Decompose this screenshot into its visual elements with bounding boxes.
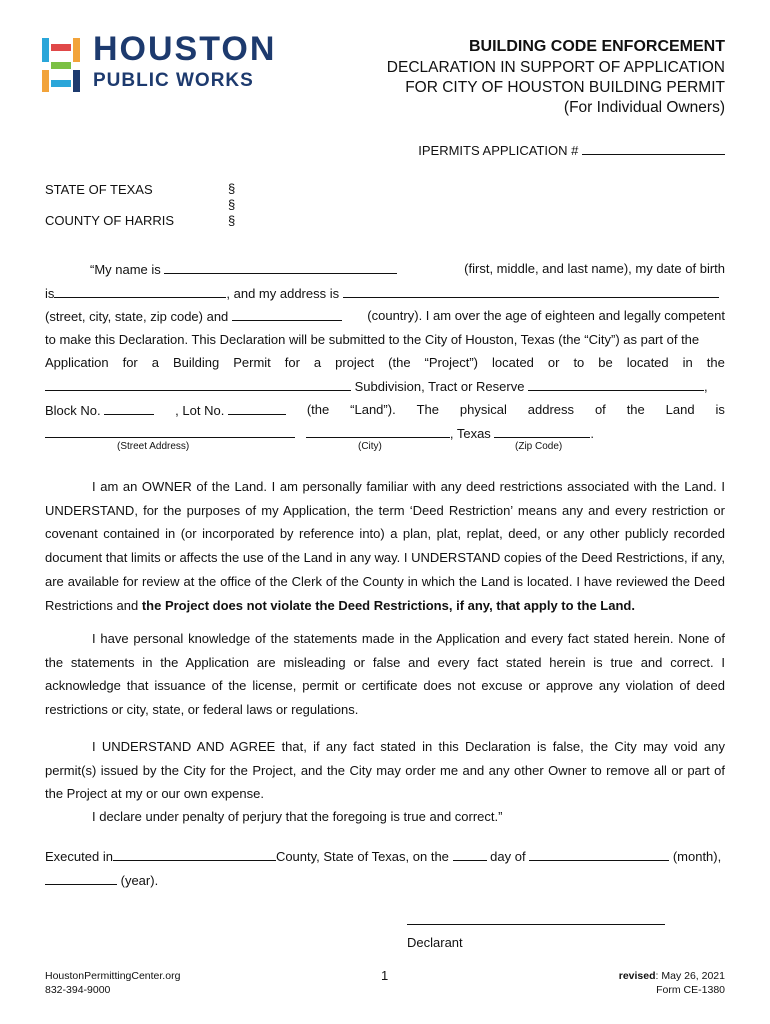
executed-year-line: (year). [45,872,725,888]
application-number-row [418,142,725,158]
form-number: Form CE-1380 [656,984,725,996]
page-number: 1 [381,968,389,983]
declarant-signature-line[interactable] [407,911,665,925]
name-field[interactable] [164,261,397,274]
footer-revision [619,969,725,997]
birth-date-field[interactable] [54,285,226,298]
footer-phone: 832-394-9000 [45,984,111,996]
executed-year-field[interactable] [45,872,117,885]
street-address-caption: (Street Address) [117,441,190,452]
declarant-label: Declarant [407,935,463,950]
application-line: Application for a Building Permit for a project (the “Project”) located or to be located in the [45,355,725,370]
zip-field[interactable] [494,425,590,438]
subdivision-line: Subdivision, Tract or Reserve , [45,378,725,394]
knowledge-paragraph: I have personal knowledge of the statements made in the Application and every fact stated herein. None of the statements in the Application are misleading or false and every fact stated herein is true and correct. I acknowledge that issuance of the license, permit or certificate does not excuse or approve any violation of deed restrictions or city, state, or federal laws or regulations. [45,631,725,718]
tract-field[interactable] [528,378,704,391]
application-number-field[interactable] [582,142,725,155]
form-subtitle-2: FOR CITY OF HOUSTON BUILDING PERMIT [405,79,725,96]
zip-caption: (Zip Code) [515,441,563,452]
name-line: “My name is (first, middle, and last name), my date of birth [90,261,725,277]
block-field[interactable] [104,402,154,415]
revised-label: revised [618,970,656,982]
country-line: (street, city, state, zip code) and (country). I am over the age of eighteen and legally competent [45,308,725,324]
street-address-field[interactable] [45,425,295,438]
county-label: COUNTY OF HARRIS [45,213,175,228]
owner-paragraph-bold: the Project does not violate the Deed Restrictions, if any, that apply to the Land. [141,597,635,613]
revised-date: : May 26, 2021 [655,970,725,982]
section-marks: § § § [228,181,236,228]
agree-paragraph: I UNDERSTAND AND AGREE that, if any fact stated in this Declaration is false, the City may void any permit(s) issued by the City for the Project, and the City may order me and any other Owner to remove all or part of the Project at my or our own expense. [45,739,725,802]
state-label: STATE OF TEXAS [45,182,153,197]
footer-contact [45,969,180,997]
city-field[interactable] [306,425,450,438]
footer-website: HoustonPermittingCenter.org [45,970,181,982]
perjury-paragraph: I declare under penalty of perjury that the foregoing is true and correct.” [92,809,503,824]
logo-word-houston: HOUSTON [93,30,277,68]
physical-address-line: , Texas . [45,425,725,441]
logo-word-public-works: PUBLIC WORKS [93,70,254,91]
block-lot-line: Block No. , Lot No. (the “Land”). The physical address of the Land is [45,402,725,418]
declaration-submission-text: to make this Declaration. This Declaration will be submitted to the City of Houston, Texas (the “City”) as part of the [45,332,700,347]
subdivision-field[interactable] [45,378,351,391]
form-title: BUILDING CODE ENFORCEMENT [469,38,725,55]
form-subtitle-3: (For Individual Owners) [563,99,725,116]
executed-county-field[interactable] [113,848,276,861]
address-field[interactable] [343,285,719,298]
application-number-label: IPERMITS APPLICATION # [418,143,579,158]
executed-month-field[interactable] [529,848,669,861]
executed-line: Executed in County, State of Texas, on the day of (month), [45,849,722,864]
executed-day-field[interactable] [453,848,487,861]
owner-paragraph: I am an OWNER of the Land. I am personally familiar with any deed restrictions associated with the Land. I UNDERSTAND, for the purposes of my Application, the term ‘Deed Restriction’ means any and every restriction or covenant contained in (or incorporated by reference into) a plan, plat, replat, deed, or any other publicly recorded document that limits or affects the use of the Land in any way. I UNDERSTAND copies of the Deed Restrictions, if any, are available for review at the office of the Clerk of the County in which the Land is located. I have reviewed the Deed Restrictions and the Project does not violate the Deed Restrictions, if any, that apply to the Land. [45,479,725,613]
country-field[interactable] [232,308,342,321]
birth-address-line: is , and my address is [45,285,725,301]
form-subtitle-1: DECLARATION IN SUPPORT OF APPLICATION [386,59,725,76]
lot-field[interactable] [228,402,286,415]
city-caption: (City) [358,441,382,452]
